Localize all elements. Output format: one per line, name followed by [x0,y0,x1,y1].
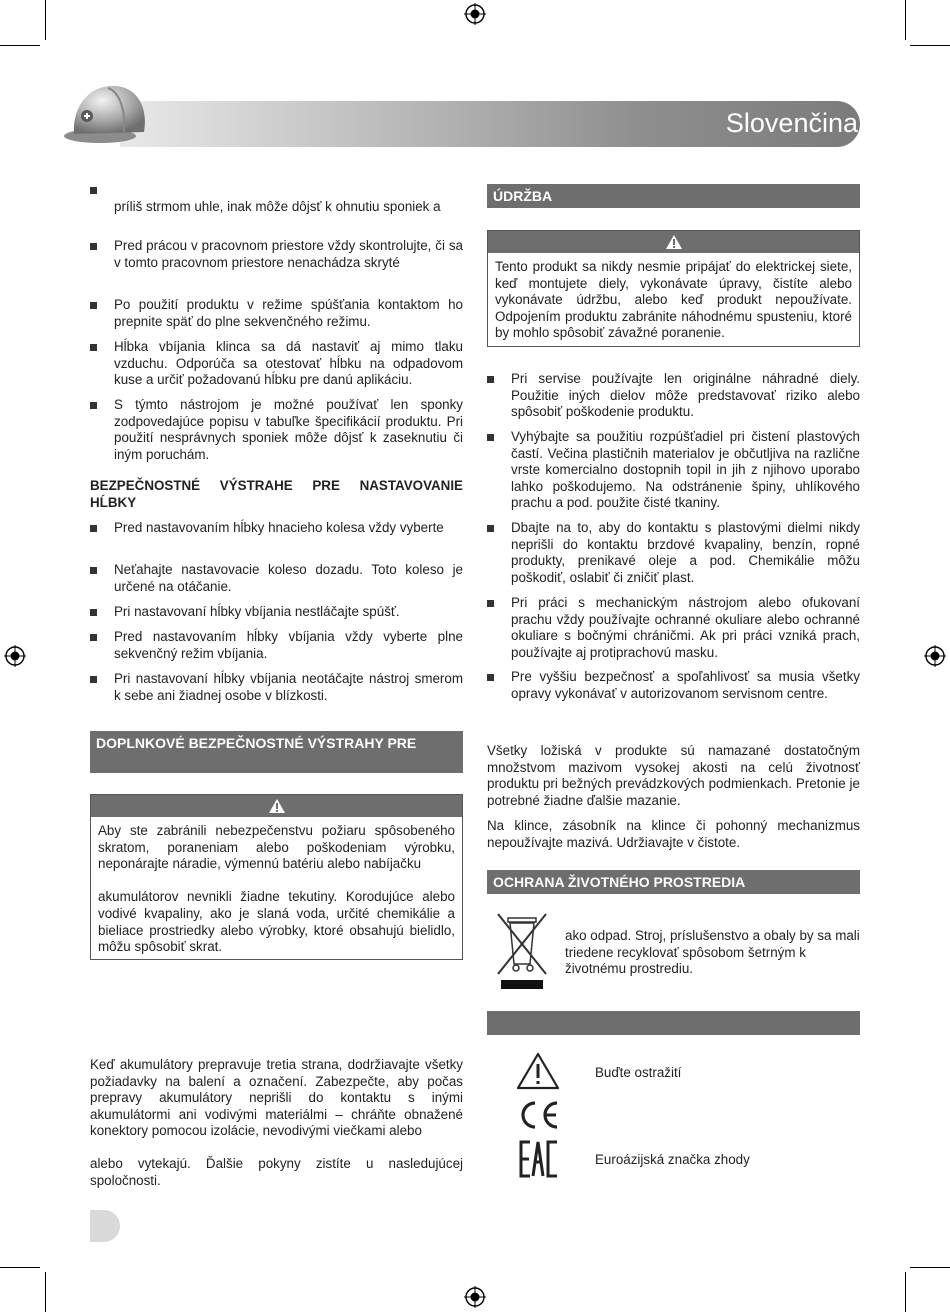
crop-mark [910,45,950,46]
warning-header [488,231,859,253]
crop-mark [45,1272,46,1312]
warning-triangle-icon [268,798,286,814]
page-number-tab [90,1210,120,1242]
list-item: Pre vyššiu bezpečnosť a spoľahlivosť sa musia všetky opravy vykonávať v autorizovanom servisnom centre. [487,669,860,702]
crop-mark [910,1267,950,1268]
symbols-bar [487,1011,860,1035]
list-item: Neťahajte nastavovacie koleso dozadu. Toto koleso je určené na otáčanie. [90,562,463,595]
warning-triangle-icon [516,1052,560,1090]
symbol-label: Euroázijská značka zhody [595,1152,750,1167]
symbol-label: Buďte ostražití [595,1065,682,1080]
warning-box [90,794,463,960]
list-item: príliš strmom uhle, inak môže dôjsť k ohnutiu sponiek a [90,182,463,215]
lubrication-paragraph: Všetky ložiská v produkte sú namazané dostatočným množstvom mazivom vysokej akosti na celú životnosť produktu pri bežných prevádzkových podmienkach. Pretonie je potrebné žiadne ďalšie mazanie. [487,743,860,808]
crop-mark [905,1272,906,1312]
registration-mark-icon [464,1286,486,1308]
crop-mark [905,0,906,40]
list-item: Pred nastavovaním hĺbky hnacieho kolesa vždy vyberte [90,520,463,537]
crop-mark [0,1267,40,1268]
list-item: Dbajte na to, aby do kontaktu s plastovými dielmi nikdy neprišli do kontaktu brzdové kvapaliny, benzín, ropné produkty, prenikavé oleje a pod. Chemikálie môžu poškodiť, oslabiť či zničiť plast. [487,520,860,586]
list-item: Vyhýbajte sa použitiu rozpúšťadiel pri čistení plastových častí. Večina plastičnih materialov je občutljiva na različne vrste komercialno dostopnih topil in jih z njihovo uporabo lahko poškodujemo. Na odstránenie špiny, uhlíkového prachu a pod. použite čisté tkaniny. [487,429,860,512]
warning-text: Tento produkt sa nikdy nesmie pripájať do elektrickej siete, keď montujete diely, vykonávate úpravy, čistíte alebo vykonávate údržbu, alebo keď produkt nepoužívate. Odpojením produktu zabránite náhodnému spusteniu, ktoré by mohlo spôsobiť závažné poranenie. [495,259,852,341]
list-item: Hĺbka vbíjania klinca sa dá nastaviť aj mimo tlaku vzduchu. Odporúča sa otestovať hĺbku na odpadovom kuse a určiť požadovanú hĺbku pre danú aplikáciu. [90,339,463,389]
list-item: Pri nastavovaní hĺbky vbíjania nestláčajte spúšť. [90,604,463,621]
language-title: Slovenčina [725,108,858,138]
registration-mark-icon [4,645,26,667]
list-item: S týmto nástrojom je možné používať len sponky zodpovedajúce popisu v tabuľke špecifikácií produktu. Pri použití nesprávnych sponiek môže dôjsť k zaseknutiu či iným poruchám. [90,397,463,463]
list-item: Pred nastavovaním hĺbky vbíjania vždy vyberte plne sekvenčný režim vbíjania. [90,629,463,662]
warning-text: Aby ste zabránili nebezpečenstvu požiaru spôsobeného skratom, poraneniam alebo poškodeniam výrobku, neponárajte náradie, výmennú batériu alebo nabíjačku akumulátorov nevnikli žiadne tekutiny. Korodujúce alebo vodivé kvapaliny, ako je slaná voda, určité chemikálie a bieliace prostriedky alebo výrobky, ktoré obsahujú bielidlo, môžu spôsobiť skrat. [98,823,455,955]
list-item: Pri nastavovaní hĺbky vbíjania neotáčajte nástroj smerom k sebe ani žiadnej osobe v blízkosti. [90,671,463,704]
helmet-icon [60,76,152,148]
crop-mark [0,45,40,46]
list-item: Pred prácou v pracovnom priestore vždy skontrolujte, či sa v tomto pracovnom priestore nenachádza skryté [90,238,463,271]
transport-paragraph-end: alebo vytekajú. Ďalšie pokyny zistíte u nasledujúcej spoločnosti. [90,1156,463,1188]
lubrication-paragraph: Na klince, zásobník na klince či pohonný mechanizmus nepoužívajte mazivá. Udržiavajte v čistote. [487,818,860,850]
ce-mark-icon [517,1099,561,1131]
depth-heading: BEZPEČNOSTNÉ VÝSTRAHE PRE NASTAVOVANIE HĹBKY [90,478,463,510]
environment-bar: OCHRANA ŽIVOTNÉHO PROSTREDIA [487,870,860,894]
eac-mark-icon [519,1140,559,1178]
crop-mark [45,0,46,40]
maintenance-bar: ÚDRŽBA [487,184,860,208]
weee-bin-icon [492,908,552,990]
environment-text: ako odpad. Stroj, príslušenstvo a obaly by sa mali triedene recyklovať spôsobom šetrným k životnému prostrediu. [565,928,860,977]
list-item: Pri servise používajte len originálne náhradné diely. Použitie iných dielov môže predstavovať riziko alebo spôsobiť poškodenie produktu. [487,371,860,421]
additional-safety-bar: DOPLNKOVÉ BEZPEČNOSTNÉ VÝSTRAHY PRE [90,731,463,773]
transport-paragraph: Keď akumulátory prepravuje tretia strana, dodržiavajte všetky požiadavky na balení a označení. Zabezpečte, aby počas prepravy akumulátory neprišli do kontaktu s inými akumulátormi ani vodivými materiálmi – chráňte obnažené konektory pomocou izolácie, nevodivými viečkami alebo [90,1057,463,1139]
warning-triangle-icon [665,234,683,250]
registration-mark-icon [464,3,486,25]
registration-mark-icon [924,645,946,667]
list-item: Po použití produktu v režime spúšťania kontaktom ho prepnite späť do plne sekvenčného režimu. [90,297,463,330]
warning-box [487,230,860,347]
list-item: Pri práci s mechanickým nástrojom alebo ofukovaní prachu vždy používajte ochranné okuliare alebo ochranné okuliare s bočnými chráničmi. Ak pri práci vzniká prach, používajte aj protiprachovú masku. [487,595,860,661]
warning-header [91,795,462,817]
